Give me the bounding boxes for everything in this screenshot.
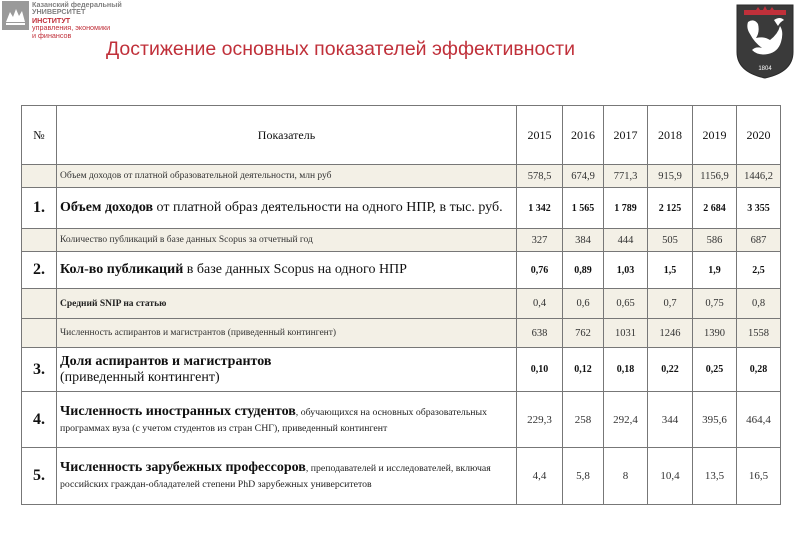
table-cell: 384: [563, 229, 604, 252]
table-row: [22, 229, 781, 252]
table-cell: 10,4: [648, 448, 693, 505]
table-row: [22, 289, 781, 319]
row-description-bold: Численность зарубежных профессоров: [60, 460, 306, 475]
row-index: 2.: [22, 252, 57, 289]
table-cell: 674,9: [563, 165, 604, 188]
row-description-text: Средний SNIP на статью: [60, 298, 167, 309]
table-row: [22, 188, 781, 229]
table-cell: 2,5: [737, 252, 781, 289]
row-description-text: , обучающихся на основных образовательных программах вуза (с учетом студентов из стран СНГ), приведенный контингент: [60, 406, 488, 434]
row-description-text: , преподавателей и исследователей, включая российских граждан-обладателей степени PhD зарубежных университетов: [60, 463, 491, 490]
row-description: [57, 229, 517, 252]
table-cell: 444: [604, 229, 648, 252]
table-cell: 762: [563, 319, 604, 348]
column-header-indicator: Показатель: [57, 106, 517, 165]
table-cell: 1558: [737, 319, 781, 348]
row-index: 1.: [22, 188, 57, 229]
table-cell: 0,22: [648, 348, 693, 392]
column-header-year: 2015: [517, 106, 563, 165]
row-index: 5.: [22, 448, 57, 505]
row-index: [22, 319, 57, 348]
row-index: 3.: [22, 348, 57, 392]
table-cell: 0,28: [737, 348, 781, 392]
row-description: [57, 392, 517, 448]
table-cell: 0,76: [517, 252, 563, 289]
column-header-year: 2018: [648, 106, 693, 165]
page-title: Достижение основных показателей эффективности: [106, 38, 575, 60]
row-description-bold: Численность иностранных студентов: [60, 403, 296, 419]
row-description-bold: Объем доходов: [60, 200, 154, 215]
table-cell: 464,4: [737, 392, 781, 448]
table-row: [22, 319, 781, 348]
column-header-year: 2017: [604, 106, 648, 165]
table-cell: 0,4: [517, 289, 563, 319]
table-row: [22, 448, 781, 505]
row-index: [22, 165, 57, 188]
table-cell: 1 565: [563, 188, 604, 229]
row-description-text: от платной образ деятельности на одного НПР, в тыс. руб.: [153, 200, 503, 215]
table-cell: 0,10: [517, 348, 563, 392]
table-cell: 395,6: [693, 392, 737, 448]
table-cell: 1031: [604, 319, 648, 348]
crest-year: 1804: [758, 66, 772, 72]
table-cell: 4,4: [517, 448, 563, 505]
table-row: [22, 252, 781, 289]
table-cell: 0,25: [693, 348, 737, 392]
table-cell: 0,12: [563, 348, 604, 392]
table-row: [22, 165, 781, 188]
row-description: [57, 188, 517, 229]
table-cell: 0,18: [604, 348, 648, 392]
table-cell: 292,4: [604, 392, 648, 448]
table-cell: 687: [737, 229, 781, 252]
table-cell: 13,5: [693, 448, 737, 505]
table-cell: 2 125: [648, 188, 693, 229]
row-description: [57, 165, 517, 188]
row-description-text: в базе данных Scopus на одного НПР: [183, 262, 407, 277]
table-cell: 2 684: [693, 188, 737, 229]
table-cell: 258: [563, 392, 604, 448]
row-description: [57, 348, 517, 392]
table-cell: 638: [517, 319, 563, 348]
kfu-emblem-icon: [2, 1, 29, 30]
table-cell: 3 355: [737, 188, 781, 229]
university-name-line: УНИВЕРСИТЕТ: [32, 7, 86, 17]
column-header-year: 2020: [737, 106, 781, 165]
row-index: 4.: [22, 392, 57, 448]
table-cell: 1246: [648, 319, 693, 348]
row-description: [57, 319, 517, 348]
column-header-num: №: [22, 106, 57, 165]
indicators-table: [21, 105, 781, 505]
row-description-text: Численность аспирантов и магистрантов (приведенный контингент): [60, 328, 337, 338]
crest-icon: [734, 2, 796, 80]
university-name-line: Казанский федеральный: [32, 0, 122, 9]
row-index: [22, 289, 57, 319]
table-cell: 5,8: [563, 448, 604, 505]
table-cell: 586: [693, 229, 737, 252]
table-cell: 505: [648, 229, 693, 252]
row-description-text: (приведенный контингент): [60, 369, 220, 385]
table-cell: 0,75: [693, 289, 737, 319]
row-description-bold: Кол-во публикаций: [60, 262, 184, 277]
row-description-text: Количество публикаций в базе данных Scopus за отчетный год: [60, 235, 313, 245]
table-cell: 1 342: [517, 188, 563, 229]
row-description: [57, 448, 517, 505]
table-cell: 915,9: [648, 165, 693, 188]
row-description: [57, 289, 517, 319]
table-cell: 1446,2: [737, 165, 781, 188]
table-cell: 1156,9: [693, 165, 737, 188]
table-cell: 0,7: [648, 289, 693, 319]
column-header-year: 2016: [563, 106, 604, 165]
table-cell: 16,5: [737, 448, 781, 505]
table-cell: 1 789: [604, 188, 648, 229]
table-cell: 0,65: [604, 289, 648, 319]
table-cell: 1,5: [648, 252, 693, 289]
institute-name-line: ИНСТИТУТ: [32, 15, 71, 25]
institute-name-line: и финансов: [32, 30, 72, 40]
column-header-year: 2019: [693, 106, 737, 165]
table-cell: 229,3: [517, 392, 563, 448]
table-cell: 578,5: [517, 165, 563, 188]
row-description-bold: Доля аспирантов и магистрантов: [60, 353, 272, 369]
row-description-text: Объем доходов от платной образовательной деятельности, млн руб: [60, 171, 332, 181]
table-header-row: [22, 106, 781, 165]
table-cell: 771,3: [604, 165, 648, 188]
table-cell: 1,03: [604, 252, 648, 289]
row-index: [22, 229, 57, 252]
table-cell: 1,9: [693, 252, 737, 289]
table-cell: 327: [517, 229, 563, 252]
table-cell: 1390: [693, 319, 737, 348]
institute-name-line: управления, экономики: [32, 23, 111, 33]
table-cell: 0,8: [737, 289, 781, 319]
table-cell: 8: [604, 448, 648, 505]
row-description: [57, 252, 517, 289]
table-row: [22, 392, 781, 448]
table-cell: 344: [648, 392, 693, 448]
table-cell: 0,6: [563, 289, 604, 319]
table-row: [22, 348, 781, 392]
table-cell: 0,89: [563, 252, 604, 289]
